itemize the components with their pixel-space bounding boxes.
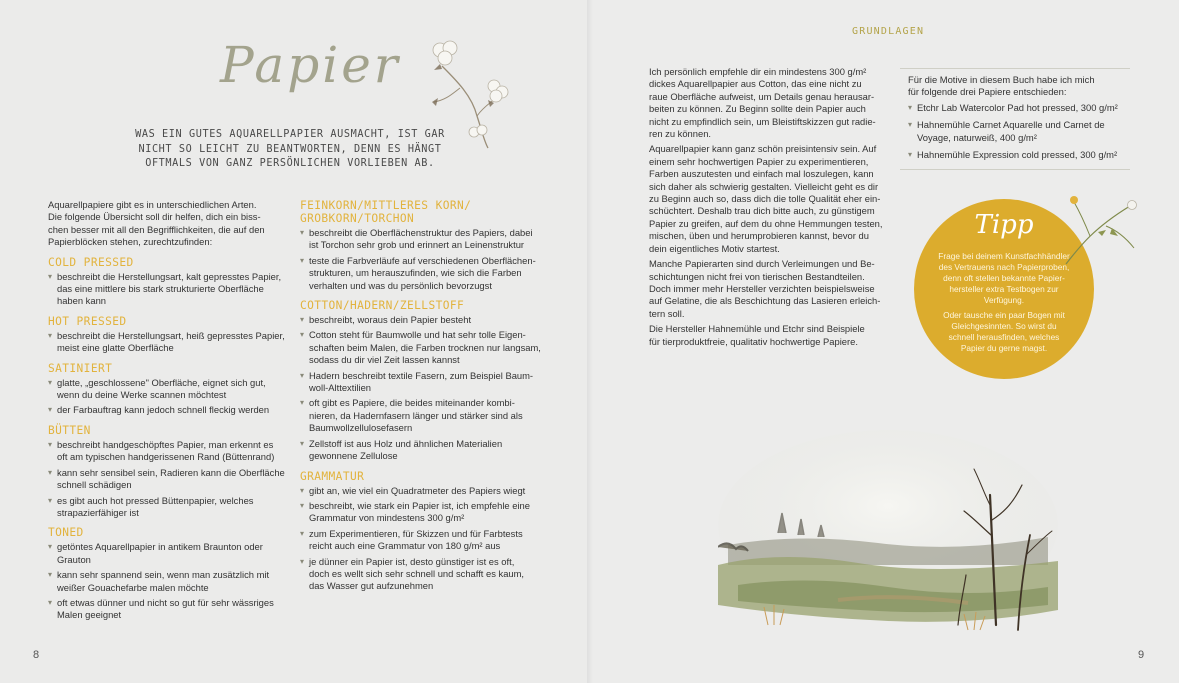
bullet-icon: ▾	[300, 398, 305, 408]
section-heading: BÜTTEN	[48, 423, 91, 437]
text-line: Die folgende Übersicht soll dir helfen, dich ein biss-	[48, 211, 261, 223]
bullet-text-line: Baumwollzellulosefasern	[309, 422, 413, 434]
bullet-text-line: Voyage, naturweiß, 400 g/m²	[917, 131, 1037, 143]
bullet-text-line: beschreibt die Herstellungsart, kalt gepresstes Papier,	[57, 270, 282, 282]
bullet-text-line: Hadern beschreibt textile Fasern, zum Beispiel Baum-	[309, 369, 534, 381]
intro-text	[130, 128, 450, 172]
bullet-text-line: je dünner ein Papier ist, desto günstiger ist es oft,	[309, 555, 515, 567]
paper-item	[908, 149, 1133, 161]
bullet-item	[48, 271, 288, 308]
bullet-icon: ▾	[300, 556, 305, 566]
bullet-icon: ▾	[908, 102, 913, 112]
text-line: Papier zu greifen, auf dem du ohne Hemmungen testen,	[649, 217, 883, 229]
bullet-item	[300, 485, 540, 497]
intro-line: WAS EIN GUTES AQUARELLPAPIER AUSMACHT, IST GAR	[135, 129, 445, 140]
tipp-title: Tipp	[974, 210, 1034, 240]
watercolor-landscape-illustration	[718, 425, 1063, 635]
section-heading: FEINKORN/MITTLERES KORN/	[300, 199, 472, 212]
text-line: nicht zu empfindlich sein, um Bleistiftskizzen gut radie-	[649, 115, 876, 127]
bullet-text-line: Hahnemühle Carnet Aquarelle und Carnet de	[917, 119, 1105, 131]
bullet-text-line: der Farbauftrag kann jedoch schnell fleckig werden	[57, 404, 270, 416]
tipp-line: Frage bei deinem Kunstfachhändler	[938, 251, 1070, 261]
bullet-icon: ▾	[908, 150, 913, 160]
text-line: zu Beginn auch so, dass dich die tolle Qualität eher ein-	[649, 193, 881, 205]
bullet-text-line: nieren, da Hadernfasern länger und stärker sind als	[309, 409, 523, 421]
bullet-icon: ▾	[48, 597, 53, 607]
bullet-text-line: ist Torchon sehr grob und erinnert an Leinenstruktur	[309, 239, 525, 251]
paragraph	[649, 323, 884, 348]
bullet-icon: ▾	[300, 528, 305, 538]
bullet-item	[300, 314, 540, 326]
paper-item	[908, 102, 1133, 114]
bullet-icon: ▾	[908, 120, 913, 130]
text-line: ren zu können.	[649, 128, 712, 140]
section-label: GRUNDLAGEN	[852, 26, 925, 37]
bullet-icon: ▾	[48, 495, 53, 505]
bullet-text-line: verhalten und was du persönlich bevorzugst	[309, 279, 492, 291]
tipp-line: des Vertrauens nach Papierproben,	[938, 262, 1070, 272]
column-1	[48, 199, 288, 625]
text-line: dickes Aquarellpapier aus Cotton, das eine nicht zu	[649, 78, 862, 90]
page-number-left: 8	[33, 649, 40, 661]
bullet-text-line: teste die Farbverläufe auf verschiedenen Oberflächen-	[309, 254, 536, 266]
bullet-item	[48, 541, 288, 566]
col1-lead	[48, 199, 288, 249]
text-line: sich daher als schwierig gestalten. Vielleicht geht es dir	[649, 180, 879, 192]
section-heading: SATINIERT	[48, 361, 113, 375]
text-line: Aquarellpapiere gibt es in unterschiedlichen Arten.	[48, 199, 257, 210]
bullet-text-line: Grauton	[57, 553, 91, 565]
bullet-icon: ▾	[300, 315, 305, 325]
bullet-item	[48, 330, 288, 355]
paper-item	[908, 119, 1133, 144]
bullet-text-line: kann sehr sensibel sein, Radieren kann die Oberfläche	[57, 466, 285, 478]
bullet-item	[300, 528, 540, 553]
bullet-text-line: zum Experimentieren, für Skizzen und für Farbtests	[309, 527, 523, 539]
text-line: schichtungen nicht frei von tierischen Bestandteilen.	[649, 270, 865, 282]
bullet-text-line: beschreibt die Oberflächenstruktur des Papiers, dabei	[309, 227, 533, 238]
text-line: Doch immer mehr Hersteller verzichten beispielsweise	[649, 282, 875, 294]
bullet-icon: ▾	[48, 330, 53, 340]
bullet-text-line: kann sehr spannend sein, wenn man zusätzlich mit	[57, 569, 270, 581]
text-line: raue Oberfläche aufweist, um Details genau herausar-	[649, 90, 875, 102]
text-line: Ich persönlich empfehle dir ein mindestens 300 g/m²	[649, 66, 867, 77]
bullet-icon: ▾	[48, 439, 53, 449]
page-title: Papier	[220, 36, 401, 94]
bullet-text-line: reicht auch eine Grammatur von 180 g/m² aus	[309, 540, 501, 552]
bullet-icon: ▾	[300, 485, 305, 495]
text-line: Aquarellpapier kann ganz schön preisintensiv sein. Auf	[649, 143, 877, 155]
bullet-text-line: oft etwas dünner und nicht so gut für sehr wässriges	[57, 596, 274, 608]
bullet-text-line: beschreibt, woraus dein Papier besteht	[309, 314, 472, 326]
text-line: Für die Motive in diesem Buch habe ich mich	[908, 74, 1095, 85]
bullet-item	[300, 556, 540, 593]
text-line: für tierproduktfreie, qualitativ hochwertige Papiere.	[649, 335, 858, 347]
bullet-item	[300, 500, 540, 525]
text-line: Die Hersteller Hahnemühle und Etchr sind Beispiele	[649, 323, 865, 335]
bullet-text-line: wenn du deine Werke scannen möchtest	[57, 389, 227, 401]
bullet-text-line: getöntes Aquarellpapier in antikem Braunton oder	[57, 541, 263, 553]
bullet-item	[48, 569, 288, 594]
bullet-text-line: Hahnemühle Expression cold pressed, 300 g/m²	[917, 149, 1118, 161]
section-heading: TONED	[48, 526, 84, 540]
bullet-icon: ▾	[300, 330, 305, 340]
paragraph	[649, 258, 884, 320]
text-line: Farben auszutesten und einfach mal loszulegen, kann	[649, 168, 874, 180]
text-line: auf Gelatine, die als Beschichtung das Lasieren erleich-	[649, 295, 881, 307]
bullet-icon: ▾	[48, 570, 53, 580]
section-heading: HOT PRESSED	[48, 314, 127, 328]
text-line: tern soll.	[649, 307, 685, 319]
bullet-item	[48, 495, 288, 520]
bullet-item	[300, 370, 540, 395]
bullet-text-line: schnell schädigen	[57, 479, 132, 491]
bullet-item	[300, 227, 540, 252]
bullet-icon: ▾	[48, 271, 53, 281]
text-line: einem sehr hochwertigen Papier zu experimentieren,	[649, 155, 869, 167]
bullet-text-line: beschreibt, wie stark ein Papier ist, ich empfehle eine	[309, 499, 530, 511]
bullet-text-line: strapazierfähiger ist	[57, 506, 139, 518]
bullet-text-line: sodass du dir viel Zeit lassen kannst	[309, 354, 460, 366]
text-line: Papierblöcken stehen, zurechtzufinden:	[48, 236, 213, 248]
bullet-text-line: doch es wellt sich sehr schnell und schafft es kaum,	[309, 567, 525, 579]
bullet-item	[48, 404, 288, 416]
bullet-text-line: glatte, „geschlossene" Oberfläche, eignet sich gut,	[57, 376, 266, 388]
bullet-text-line: beschreibt die Herstellungsart, heiß gepresstes Papier,	[57, 329, 285, 341]
bullet-text-line: strukturen, um herauszufinden, wie sich die Farben	[309, 267, 522, 279]
bullet-text-line: gewonnene Zellulose	[309, 450, 398, 462]
tipp-line: schnell herausfinden, welches	[948, 332, 1060, 342]
sidebar-top-rule	[900, 68, 1130, 69]
bullet-item	[48, 377, 288, 402]
bullet-text-line: haben kann	[57, 295, 107, 307]
bullet-icon: ▾	[300, 370, 305, 380]
bullet-text-line: beschreibt handgeschöpftes Papier, man erkennt es	[57, 438, 274, 450]
bullet-text-line: Cotton steht für Baumwolle und hat sehr tolle Eigen-	[309, 329, 526, 341]
text-line: beiten zu können. Zu Beginn sollte dein Papier auch	[649, 103, 866, 115]
bullet-text-line: gibt an, wie viel ein Quadratmeter des Papiers wiegt	[309, 484, 526, 496]
bullet-text-line: Zellstoff ist aus Holz und ähnlichen Materialien	[309, 437, 503, 449]
tipp-text	[926, 251, 1082, 354]
paper-recommendations	[908, 74, 1133, 166]
bullet-item	[48, 439, 288, 464]
section-heading: GROBKORN/TORCHON	[300, 212, 415, 225]
intro-line: OFTMALS VON GANZ PERSÖNLICHEN VORLIEBEN AB.	[145, 158, 435, 169]
bullet-icon: ▾	[48, 377, 53, 387]
bullet-item	[300, 438, 540, 463]
bullet-icon: ▾	[48, 467, 53, 477]
tipp-line: Oder tausche ein paar Bogen mit	[943, 310, 1065, 320]
bullet-item	[48, 467, 288, 492]
bullet-text-line: Grammatur von mindestens 300 g/m²	[309, 512, 465, 524]
bullet-item	[300, 397, 540, 434]
section-heading: GRAMMATUR	[300, 469, 365, 483]
paragraph	[649, 66, 884, 140]
column-2	[300, 192, 540, 596]
text-line: schüchtert. Deshalb trau dich bitte auch, zu günstigem	[649, 205, 875, 217]
bullet-icon: ▾	[300, 228, 305, 237]
text-line: mischen, üben und herumprobieren kannst, bevor du	[649, 230, 869, 242]
tipp-line: hersteller extra Testbogen zur	[949, 284, 1059, 294]
bullet-text-line: woll-Alttextilien	[309, 382, 371, 394]
text-line: dein eigentliches Motiv startest.	[649, 242, 780, 254]
bullet-item	[300, 329, 540, 366]
bullet-icon: ▾	[300, 255, 305, 265]
bullet-text-line: schaften beim Malen, die Farben trocknen nur langsam,	[309, 341, 541, 353]
flower-sprig-illustration	[1060, 186, 1150, 266]
bullet-text-line: meist eine glatte Oberfläche	[57, 342, 174, 354]
bullet-item	[48, 597, 288, 622]
tipp-line: denn oft stellen bekannte Papier-	[943, 273, 1065, 283]
book-gutter	[587, 0, 593, 683]
text-line: für folgende drei Papiere entschieden:	[908, 86, 1067, 98]
tipp-line: Papier du gerne magst.	[960, 343, 1048, 353]
bullet-text-line: es gibt auch hot pressed Büttenpapier, welches	[57, 494, 254, 506]
bullet-text-line: oft am typischen handgerissenen Rand (Büttenrand)	[57, 451, 275, 463]
intro-line: NICHT SO LEICHT ZU BEANTWORTEN, DENN ES HÄNGT	[138, 143, 442, 155]
bullet-text-line: das eine mittlere bis stark strukturierte Oberfläche	[57, 283, 264, 295]
bullet-text-line: Malen geeignet	[57, 609, 122, 621]
bullet-text-line: oft gibt es Papiere, die beides miteinander kombi-	[309, 397, 515, 409]
text-line: Manche Papierarten sind durch Verleimungen und Be-	[649, 258, 875, 270]
section-heading: COLD PRESSED	[48, 255, 134, 269]
sidebar-bottom-rule	[900, 169, 1130, 170]
bullet-text-line: Etchr Lab Watercolor Pad hot pressed, 300 g/m²	[917, 101, 1118, 113]
tipp-line: Verfügung.	[983, 295, 1025, 305]
bullet-icon: ▾	[48, 542, 53, 552]
bullet-icon: ▾	[48, 405, 53, 415]
paragraph	[649, 143, 884, 255]
bullet-icon: ▾	[300, 500, 305, 510]
bullet-text-line: weißer Gouachefarbe malen möchte	[57, 581, 209, 593]
bullet-item	[300, 255, 540, 292]
bullet-icon: ▾	[300, 438, 305, 448]
section-heading: COTTON/HADERN/ZELLSTOFF	[300, 299, 465, 313]
column-3	[649, 66, 884, 351]
bullet-text-line: das Wasser gut aufzunehmen	[309, 580, 434, 592]
tipp-line: Gleichgesinnten. So wirst du	[951, 321, 1057, 331]
page-number-right: 9	[1138, 649, 1145, 661]
text-line: chen besser mit all den Begrifflichkeiten, die auf den	[48, 223, 265, 235]
